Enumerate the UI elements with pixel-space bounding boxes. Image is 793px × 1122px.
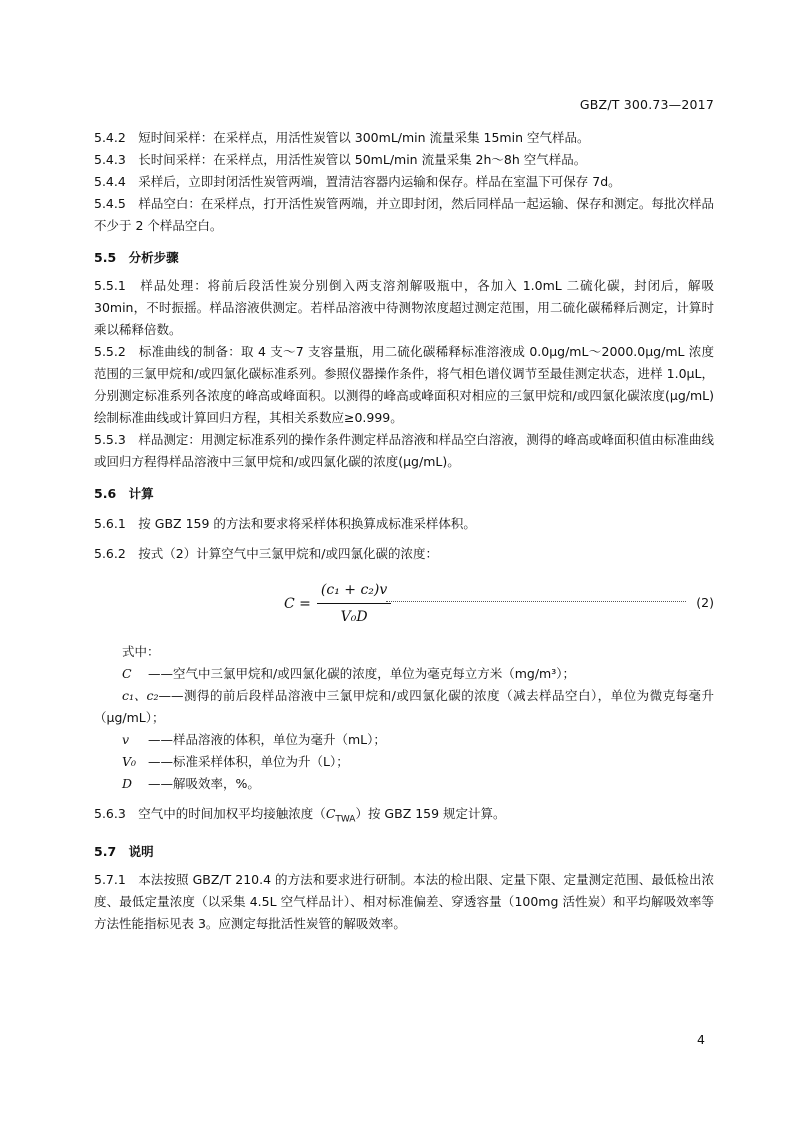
legend-text: ——标准采样体积，单位为升（L）； (148, 754, 349, 769)
legend-symbol: V₀ (122, 754, 137, 769)
clause-5-4-2: 5.4.2 短时间采样：在采样点，用活性炭管以 300mL/min 流量采集 15min 空气样品。 (94, 130, 590, 145)
equation-number: (2) (696, 595, 714, 610)
page-number: 4 (697, 1032, 705, 1047)
legend-row-C (122, 663, 714, 685)
clause-5-7-1: 5.7.1 本法按照 GBZ/T 210.4 的方法和要求进行研制。本法的检出限、定量下限、定量测定范围、最低检出浓度、最低定量浓度（以采集 4.5L 空气样品计）、相对标准偏差、穿透容量（100mg 活性炭）和平均解吸效率等方法性能指标见表 3。应测定每批活性炭管的解吸效率。 (94, 871, 714, 931)
legend-row-v (122, 729, 714, 751)
twa-symbol: C (325, 806, 336, 821)
legend-symbol: C (122, 666, 132, 681)
clause-5-6-3-pre: 5.6.3 空气中的时间加权平均接触浓度（ (94, 806, 326, 821)
legend-row-c1-c2 (94, 685, 714, 729)
formula-fraction (317, 579, 391, 628)
clause-5-4-4: 5.4.4 采样后，立即封闭活性炭管两端，置清洁容器内运输和保存。样品在室温下可保存 7d。 (94, 174, 621, 189)
legend-row-V0 (122, 751, 714, 773)
clause-5-5-2: 5.5.2 标准曲线的制备：取 4 支～7 支容量瓶，用二硫化碳稀释标准溶液成 0.0μg/mL～2000.0μg/mL 浓度范围的三氯甲烷和/或四氯化碳标准系列。参照仪器操作条件，将气相色谱仪调节至最佳测定状态，进样 1.0μL，分别测定标准系列各浓度的峰高或峰面积。以测得的峰高或峰面积对相应的三氯甲烷和/或四氯化碳浓度(μg/mL)绘制标准曲线或计算回归方程，其相关系数应≥0.999。 (94, 344, 714, 425)
formula-denominator: V₀D (340, 609, 368, 625)
legend-text: ——空气中三氯甲烷和/或四氯化碳的浓度，单位为毫克每立方米（mg/m³）； (148, 666, 575, 681)
clause-5-5-1: 5.5.1 样品处理：将前后段活性炭分别倒入两支溶剂解吸瓶中，各加入 1.0mL 二硫化碳，封闭后，解吸 30min，不时振摇。样品溶液供测定。若样品溶液中待测物浓度超过测定范围，用二硫化碳稀释后测定，计算时乘以稀释倍数。 (94, 278, 714, 337)
formula-lhs: C = (284, 595, 311, 612)
page-content (94, 127, 714, 935)
legend-text: ——解吸效率，%。 (148, 776, 260, 791)
heading-5-5: 5.5 分析步骤 (94, 250, 179, 265)
legend-symbol: c₁、c₂ (122, 688, 159, 703)
clause-5-5-3: 5.5.3 样品测定：用测定标准系列的操作条件测定样品溶液和样品空白溶液，测得的峰高或峰面积值由标准曲线或回归方程得样品溶液中三氯甲烷和/或四氯化碳的浓度(μg/mL)。 (94, 432, 714, 469)
dot-leader (386, 601, 686, 602)
clause-5-6-1: 5.6.1 按 GBZ 159 的方法和要求将采样体积换算成标准采样体积。 (94, 516, 476, 531)
clause-5-6-3-post: ）按 GBZ 159 规定计算。 (355, 806, 506, 821)
twa-subscript: TWA (335, 814, 356, 825)
standard-code-header: GBZ/T 300.73—2017 (579, 97, 714, 112)
clause-5-6-3 (94, 803, 714, 831)
formula-2 (94, 575, 714, 635)
legend-row-D (122, 773, 714, 795)
legend-text: ——测得的前后段样品溶液中三氯甲烷和/或四氯化碳的浓度（减去样品空白），单位为微克每毫升（μg/mL）； (94, 688, 714, 725)
heading-5-7: 5.7 说明 (94, 843, 154, 859)
heading-5-6: 5.6 计算 (94, 486, 154, 501)
legend-text: ——样品溶液的体积，单位为毫升（mL）； (148, 732, 386, 747)
clause-5-4-5: 5.4.5 样品空白：在采样点，打开活性炭管两端，并立即封闭，然后同样品一起运输、保存和测定。每批次样品不少于 2 个样品空白。 (94, 196, 714, 233)
clause-5-6-2: 5.6.2 按式（2）计算空气中三氯甲烷和/或四氯化碳的浓度： (94, 546, 438, 561)
clause-5-4-3: 5.4.3 长时间采样：在采样点，用活性炭管以 50mL/min 流量采集 2h～8h 空气样品。 (94, 152, 587, 167)
formula-numerator: (c₁ + c₂)v (317, 579, 391, 604)
formula-expression (284, 579, 391, 628)
legend-title: 式中： (122, 644, 160, 659)
legend-symbol: D (122, 776, 133, 791)
legend-symbol: v (122, 732, 130, 747)
